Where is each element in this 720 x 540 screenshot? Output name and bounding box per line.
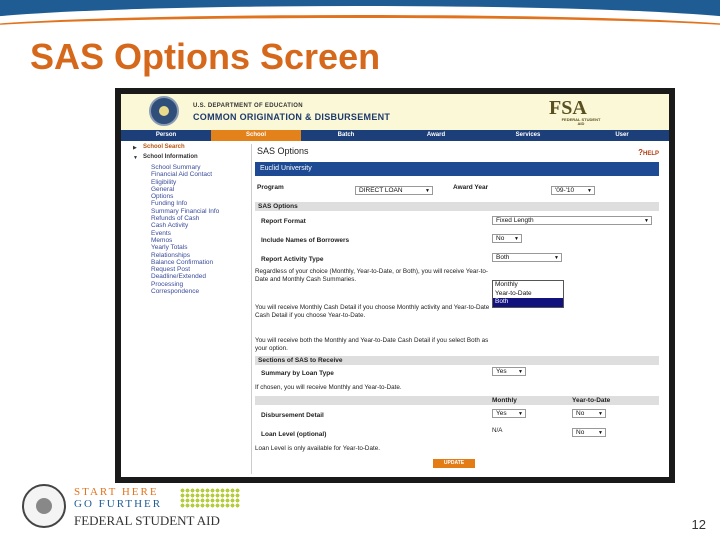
chevron-down-icon: ▼ bbox=[644, 218, 649, 224]
report-format-label: Report Format bbox=[261, 218, 306, 225]
loan-level-label: Loan Level (optional) bbox=[261, 431, 327, 438]
fsa-logo: FSA FEDERAL STUDENT AID bbox=[549, 97, 601, 126]
chevron-down-icon: ▼ bbox=[425, 188, 430, 194]
loan-level-monthly: N/A bbox=[492, 427, 503, 434]
include-names-select[interactable]: No ▼ bbox=[492, 234, 522, 243]
column-monthly: Monthly bbox=[492, 397, 517, 404]
sidebar-item-request-post[interactable]: Request Post bbox=[151, 266, 191, 274]
sidebar-school-information[interactable]: School Information bbox=[143, 154, 198, 160]
dropdown-option-both[interactable]: Both bbox=[493, 298, 563, 307]
department-name: U.S. DEPARTMENT OF EDUCATION bbox=[193, 103, 303, 109]
app-header bbox=[121, 94, 669, 130]
program-label: Program bbox=[257, 184, 284, 191]
disbursement-ytd-select[interactable]: No ▼ bbox=[572, 409, 606, 418]
sidebar-item-general[interactable]: General bbox=[151, 185, 175, 193]
loan-level-note: Loan Level is only available for Year-to-Date. bbox=[255, 445, 380, 452]
report-format-select[interactable]: Fixed Length ▼ bbox=[492, 216, 652, 225]
nav-user[interactable]: User bbox=[615, 132, 629, 138]
expand-arrow-icon: ▶ bbox=[133, 145, 137, 151]
report-activity-select[interactable]: Both ▼ bbox=[492, 253, 562, 262]
decorative-dots bbox=[180, 488, 240, 508]
sidebar-item-eligibility[interactable]: Eligibility bbox=[151, 178, 177, 186]
report-activity-dropdown bbox=[492, 280, 564, 308]
loan-level-ytd-select[interactable]: No ▼ bbox=[572, 428, 606, 437]
award-year-label: Award Year bbox=[453, 184, 489, 191]
award-year-select[interactable]: '09-'10 ▼ bbox=[551, 186, 595, 195]
sidebar-item-financial-aid-contact[interactable]: Financial Aid Contact bbox=[151, 171, 213, 179]
chevron-down-icon: ▼ bbox=[598, 411, 603, 417]
sidebar-item-processing[interactable]: Processing bbox=[151, 280, 184, 288]
chevron-down-icon: ▼ bbox=[518, 411, 523, 417]
disbursement-detail-label: Disbursement Detail bbox=[261, 412, 324, 419]
sidebar-item-funding-info[interactable]: Funding Info bbox=[151, 200, 188, 208]
sidebar-item-events[interactable]: Events bbox=[151, 229, 171, 237]
cod-app-window bbox=[121, 94, 669, 477]
dropdown-option-year-to-date[interactable]: Year-to-Date bbox=[495, 289, 532, 297]
sidebar-items bbox=[151, 164, 219, 295]
sidebar-school-search[interactable]: School Search bbox=[143, 144, 185, 150]
sidebar-item-school-summary[interactable]: School Summary bbox=[151, 164, 201, 171]
chevron-down-icon: ▼ bbox=[514, 236, 519, 242]
nav-services[interactable]: Services bbox=[515, 132, 541, 138]
nav-person[interactable]: Person bbox=[155, 132, 177, 138]
nav-school[interactable]: School bbox=[211, 130, 301, 141]
sidebar-item-yearly-totals[interactable]: Yearly Totals bbox=[151, 244, 188, 252]
school-name-bar: Euclid University bbox=[255, 162, 659, 176]
footer-tagline-2: GO FURTHER bbox=[74, 498, 163, 510]
footer-logo bbox=[22, 484, 252, 532]
sidebar-item-refunds-of-cash[interactable]: Refunds of Cash bbox=[151, 215, 200, 223]
slide-title: SAS Options Screen bbox=[30, 36, 381, 77]
update-button[interactable]: UPDATE bbox=[433, 459, 475, 468]
summary-loan-select[interactable]: Yes ▼ bbox=[492, 367, 526, 376]
department-seal-icon bbox=[22, 484, 66, 528]
sidebar-item-cash-activity[interactable]: Cash Activity bbox=[151, 222, 189, 230]
nav-award[interactable]: Award bbox=[426, 132, 446, 138]
summary-loan-label: Summary by Loan Type bbox=[261, 370, 334, 377]
program-select[interactable]: DIRECT LOAN ▼ bbox=[355, 186, 433, 195]
sidebar bbox=[121, 144, 252, 474]
sidebar-item-memos[interactable]: Memos bbox=[151, 236, 173, 244]
dropdown-option-monthly[interactable]: Monthly bbox=[495, 281, 518, 288]
help-icon: ? bbox=[638, 148, 643, 157]
chevron-down-icon: ▼ bbox=[518, 369, 523, 375]
system-name: COMMON ORIGINATION & DISBURSEMENT bbox=[193, 112, 391, 122]
sidebar-item-options[interactable]: Options bbox=[151, 193, 174, 201]
footer-agency-name: FEDERAL STUDENT AID bbox=[74, 513, 220, 528]
screenshot-frame bbox=[115, 88, 675, 483]
report-activity-label: Report Activity Type bbox=[261, 256, 324, 263]
summary-note: If chosen, you will receive Monthly and Year-to-Date. bbox=[255, 384, 402, 391]
activity-note-2: You will receive Monthly Cash Detail if you choose Monthly activity and Year-to-Date Cash Detail if you choose Year-to-Date. bbox=[255, 304, 490, 319]
sas-options-header: SAS Options bbox=[255, 202, 659, 211]
page-number: 12 bbox=[691, 517, 706, 532]
chevron-down-icon: ▼ bbox=[554, 255, 559, 261]
page-title: SAS Options bbox=[257, 146, 309, 156]
chevron-down-icon: ▼ bbox=[587, 188, 592, 194]
main-panel bbox=[255, 144, 665, 474]
sidebar-item-balance-confirmation[interactable]: Balance Confirmation bbox=[151, 258, 214, 266]
activity-note-3: You will receive both the Monthly and Year-to-Date Cash Detail if you select Both as your option. bbox=[255, 337, 489, 352]
activity-note-1: Regardless of your choice (Monthly, Year-to-Date, or Both), you will receive Year-to-Date and Monthly Cash Summaries. bbox=[255, 268, 488, 283]
sidebar-item-correspondence[interactable]: Correspondence bbox=[151, 288, 200, 296]
department-seal-icon bbox=[149, 96, 179, 126]
sidebar-item-deadline-extended[interactable]: Deadline/Extended bbox=[151, 273, 206, 281]
sections-header: Sections of SAS to Receive bbox=[255, 356, 659, 365]
sidebar-item-summary-financial-info[interactable]: Summary Financial Info bbox=[151, 207, 220, 215]
sidebar-item-relationships[interactable]: Relationships bbox=[151, 251, 191, 259]
main-nav bbox=[121, 130, 669, 141]
help-link[interactable]: ?HELP bbox=[638, 148, 659, 157]
chevron-down-icon: ▼ bbox=[598, 430, 603, 436]
footer-tagline-1: START HERE bbox=[74, 486, 159, 498]
disbursement-monthly-select[interactable]: Yes ▼ bbox=[492, 409, 526, 418]
column-year-to-date: Year-to-Date bbox=[572, 397, 611, 404]
include-names-label: Include Names of Borrowers bbox=[261, 237, 350, 244]
collapse-arrow-icon: ▼ bbox=[133, 155, 138, 161]
nav-batch[interactable]: Batch bbox=[337, 132, 355, 138]
